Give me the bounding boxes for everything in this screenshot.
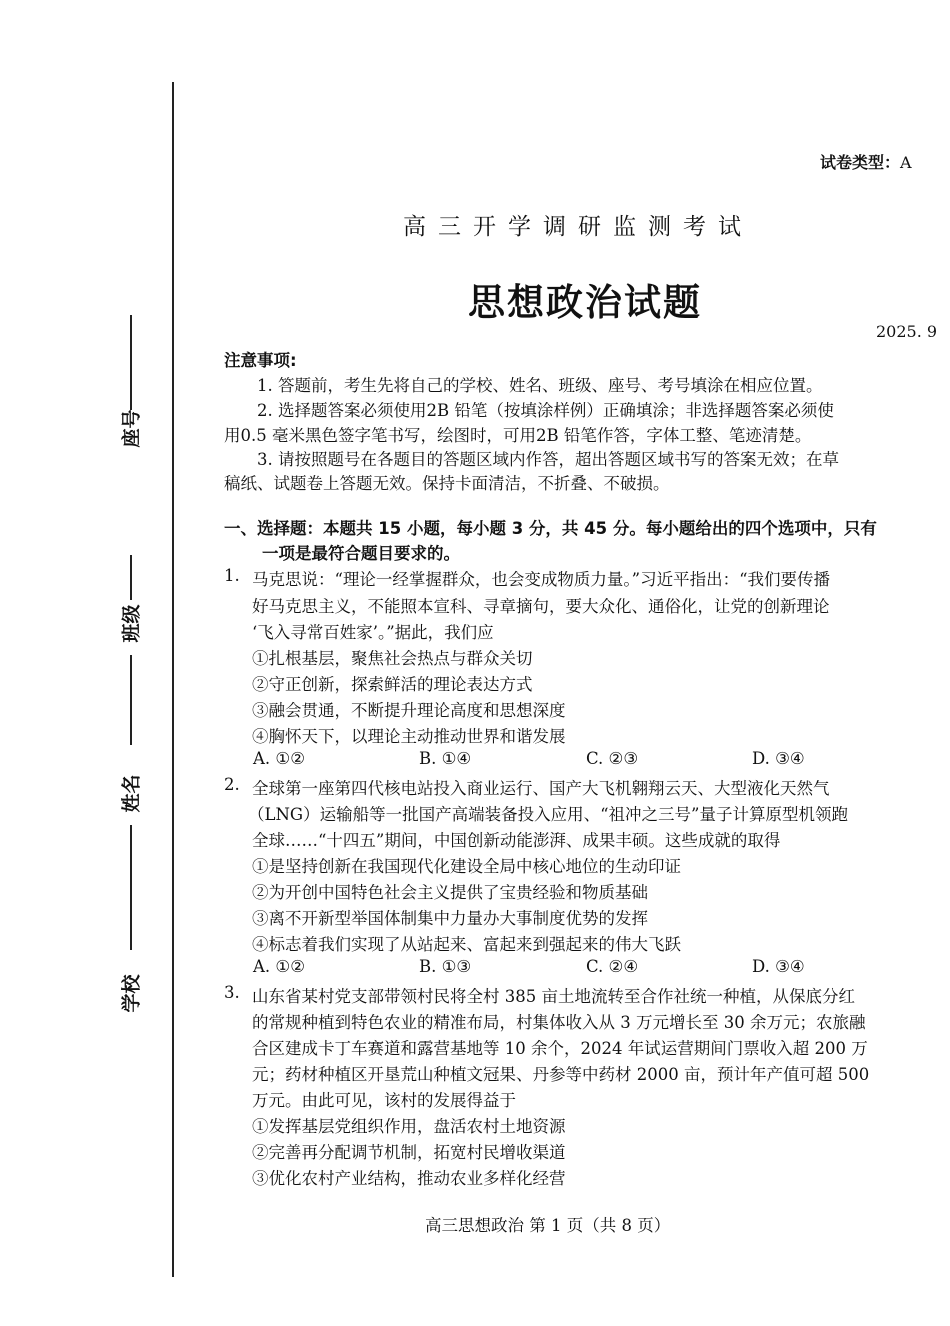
question-stem: 元；药材种植区开垦荒山种植文冠果、丹参等中药材 2000 亩，预计年产值可超 500 (252, 1065, 870, 1084)
binding-line (172, 82, 174, 1277)
seat-field[interactable] (58, 315, 168, 565)
question-stem: 好马克思主义，不能照本宣科、寻章摘句，要大众化、通俗化，让党的创新理论 (252, 597, 830, 616)
paper-type: 试卷类型：A (820, 153, 912, 172)
statement-item: ④标志着我们实现了从站起来、富起来到强起来的伟大飞跃 (252, 935, 681, 954)
question-stem: 马克思说：“理论一经掌握群众，也会变成物质力量。”习近平指出：“我们要传播 (252, 570, 831, 589)
question-number: 3. (224, 983, 240, 1002)
option-c[interactable]: C. ②③ (586, 749, 639, 768)
statement-item: ②守正创新，探索鲜活的理论表达方式 (252, 675, 533, 694)
statement-item: ①扎根基层，聚焦社会热点与群众关切 (252, 649, 533, 668)
notice-heading: 注意事项: (224, 351, 297, 370)
class-blank[interactable] (130, 555, 132, 600)
statement-item: ②为开创中国特色社会主义提供了宝贵经验和物质基础 (252, 883, 648, 902)
question-stem: 全球第一座第四代核电站投入商业运行、国产大飞机翱翔云天、大型液化天然气 (252, 779, 830, 798)
question-stem: 合区建成卡丁车赛道和露营基地等 10 余个，2024 年试运营期间门票收入超 200 万 (252, 1039, 868, 1058)
page-title: 思想政治试题 (468, 281, 702, 324)
question-number: 1. (224, 566, 240, 585)
school-label: 学校 (120, 974, 143, 1013)
notice-item: 1. 答题前，考生先将自己的学校、姓名、班级、座号、考号填涂在相应位置。 (257, 376, 823, 395)
page-footer: 高三思想政治 第 1 页（共 8 页） (425, 1216, 671, 1235)
exam-subtitle: 高三开学调研监测考试 (403, 214, 753, 240)
option-b[interactable]: B. ①③ (419, 957, 472, 976)
notice-item: 2. 选择题答案必须使用2B 铅笔（按填涂样例）正确填涂；非选择题答案必须使 (257, 401, 834, 420)
question-stem: ‘飞入寻常百姓家’。”据此，我们应 (252, 623, 494, 642)
exam-date: 2025. 9 (876, 322, 938, 341)
question-stem: 的常规种植到特色农业的精准布局，村集体收入从 3 万元增长至 30 余万元；农旅融 (252, 1013, 866, 1032)
option-d[interactable]: D. ③④ (752, 957, 805, 976)
name-label: 姓名 (120, 774, 143, 813)
seat-label: 座号 (120, 409, 143, 448)
option-c[interactable]: C. ②④ (586, 957, 639, 976)
option-d[interactable]: D. ③④ (752, 749, 805, 768)
class-blank-lower[interactable] (130, 655, 132, 745)
statement-item: ①发挥基层党组织作用，盘活农村土地资源 (252, 1117, 566, 1136)
notice-item: 3. 请按照题号在各题目的答题区域内作答，超出答题区域书写的答案无效；在草 (257, 450, 839, 469)
question-stem: 山东省某村党支部带领村民将全村 385 亩土地流转至合作社统一种植，从保底分红 (252, 987, 855, 1006)
paper-type-value: A (900, 153, 912, 172)
option-b[interactable]: B. ①④ (419, 749, 472, 768)
statement-item: ③离不开新型举国体制集中力量办大事制度优势的发挥 (252, 909, 648, 928)
statement-item: ②完善再分配调节机制，拓宽村民增收渠道 (252, 1143, 566, 1162)
question-stem: 万元。由此可见，该村的发展得益于 (252, 1091, 516, 1110)
class-label: 班级 (120, 604, 143, 643)
statement-item: ①是坚持创新在我国现代化建设全局中核心地位的生动印证 (252, 857, 681, 876)
section-heading: 一、选择题：本题共 15 小题，每小题 3 分，共 45 分。每小题给出的四个选项中，只有 (224, 519, 877, 538)
name-blank[interactable] (130, 825, 132, 950)
notice-item: 用0.5 毫米黑色签字笔书写，绘图时，可用2B 铅笔作答，字体工整、笔迹清楚。 (224, 426, 812, 445)
statement-item: ③融会贯通，不断提升理论高度和思想深度 (252, 701, 566, 720)
seat-blank[interactable] (130, 315, 132, 410)
notice-item: 稿纸、试题卷上答题无效。保持卡面清洁，不折叠、不破损。 (224, 474, 670, 493)
question-number: 2. (224, 775, 240, 794)
option-a[interactable]: A. ①② (253, 957, 305, 976)
school-field[interactable] (58, 960, 168, 1210)
question-stem: 全球……“十四五”期间，中国创新动能澎湃、成果丰硕。这些成就的取得 (252, 831, 781, 850)
question-stem: （LNG）运输船等一批国产高端装备投入应用、“祖冲之三号”量子计算原型机领跑 (248, 805, 848, 824)
section-heading-cont: 一项是最符合题目要求的。 (262, 544, 460, 563)
statement-item: ④胸怀天下，以理论主动推动世界和谐发展 (252, 727, 566, 746)
statement-item: ③优化农村产业结构，推动农业多样化经营 (252, 1169, 566, 1188)
option-a[interactable]: A. ①② (253, 749, 305, 768)
